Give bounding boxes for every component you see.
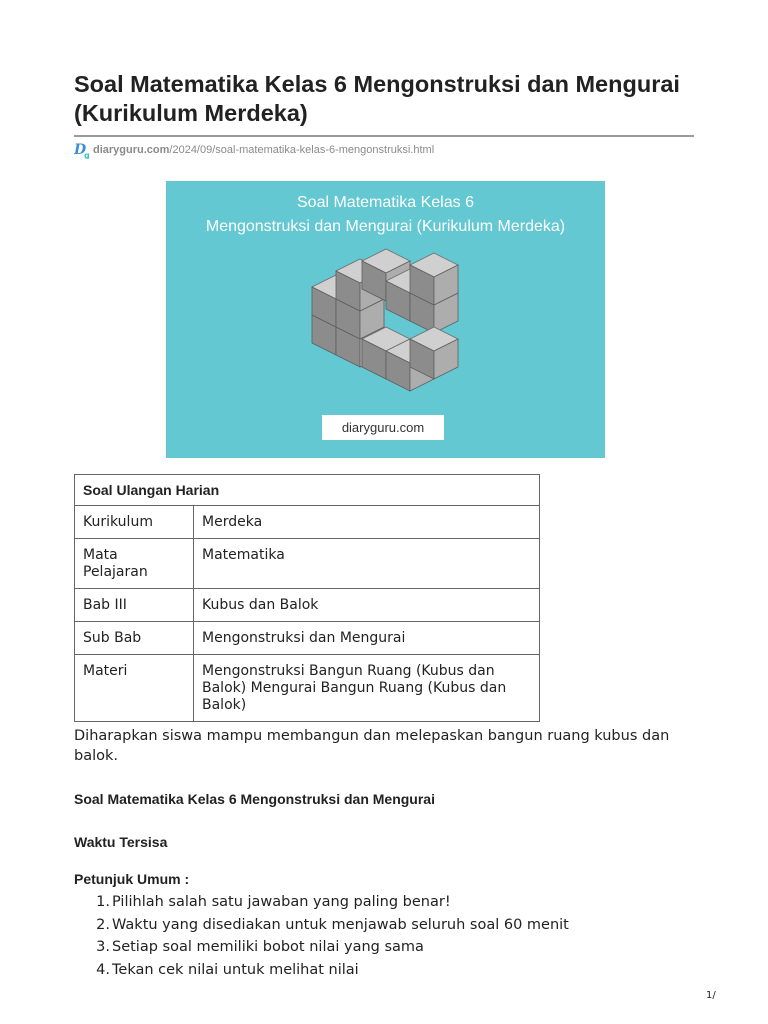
- table-cell-label: Mata Pelajaran: [75, 539, 194, 589]
- table-cell-value: Mengonstruksi dan Mengurai: [194, 622, 540, 655]
- list-item-number: 2.: [96, 916, 110, 933]
- title-divider: [74, 135, 694, 137]
- list-item: [74, 936, 714, 959]
- table-header-row: [75, 475, 540, 506]
- cover-site-label: diaryguru.com: [322, 415, 444, 440]
- table-cell-value: Matematika: [194, 539, 540, 589]
- table-cell-value: Merdeka: [194, 506, 540, 539]
- quiz-heading: Soal Matematika Kelas 6 Mengonstruksi dan Mengurai: [74, 791, 435, 807]
- cover-title-line1: Soal Matematika Kelas 6: [297, 194, 474, 211]
- table-cell-value: Kubus dan Balok: [194, 589, 540, 622]
- diaryguru-logo-icon: [74, 141, 92, 159]
- list-item: [74, 914, 714, 937]
- list-item-number: 3.: [96, 939, 110, 955]
- list-item-text: Waktu yang disediakan untuk menjawab seluruh soal 60 menit: [112, 916, 569, 933]
- list-item-number: 1.: [96, 894, 110, 910]
- list-item-text: Pilihlah salah satu jawaban yang paling benar!: [112, 894, 451, 910]
- intro-paragraph: Diharapkan siswa mampu membangun dan melepaskan bangun ruang kubus dan balok.: [74, 728, 670, 764]
- table-row: [75, 506, 540, 539]
- page-number: 1/: [706, 990, 716, 1001]
- table-cell-label: Kurikulum: [75, 506, 194, 539]
- cover-image: [166, 181, 605, 458]
- cover-title-line2: Mengonstruksi dan Mengurai (Kurikulum Merdeka): [205, 218, 566, 235]
- instructions-heading: Petunjuk Umum :: [74, 871, 190, 887]
- svg-text:g: g: [84, 151, 90, 159]
- table-header: Soal Ulangan Harian: [75, 475, 540, 506]
- source-line: [74, 141, 434, 159]
- list-item-text: Tekan cek nilai untuk melihat nilai: [112, 961, 359, 978]
- source-domain: diaryguru.com: [93, 143, 170, 156]
- table-cell-label: Materi: [75, 655, 194, 722]
- table-row: [75, 589, 540, 622]
- source-path: /2024/09/soal-matematika-kelas-6-mengonstruksi.html: [169, 143, 435, 156]
- table-row: [75, 622, 540, 655]
- list-item-text: Setiap soal memiliki bobot nilai yang sama: [112, 939, 424, 955]
- table-cell-label: Bab III: [75, 589, 194, 622]
- table-cell-label: Sub Bab: [75, 622, 194, 655]
- svg-text:D: D: [74, 142, 87, 158]
- info-table: [74, 474, 540, 722]
- time-remaining-label: Waktu Tersisa: [74, 834, 168, 850]
- source-link[interactable]: [93, 144, 434, 156]
- instructions-list: [74, 891, 714, 981]
- list-item-number: 4.: [96, 961, 110, 978]
- table-row: [75, 539, 540, 589]
- table-cell-value: Mengonstruksi Bangun Ruang (Kubus dan Balok) Mengurai Bangun Ruang (Kubus dan Balok): [194, 655, 540, 722]
- list-item: [74, 959, 714, 982]
- list-item: [74, 891, 714, 914]
- table-row: [75, 655, 540, 722]
- page-title: Soal Matematika Kelas 6 Mengonstruksi dan Mengurai (Kurikulum Merdeka): [74, 71, 680, 126]
